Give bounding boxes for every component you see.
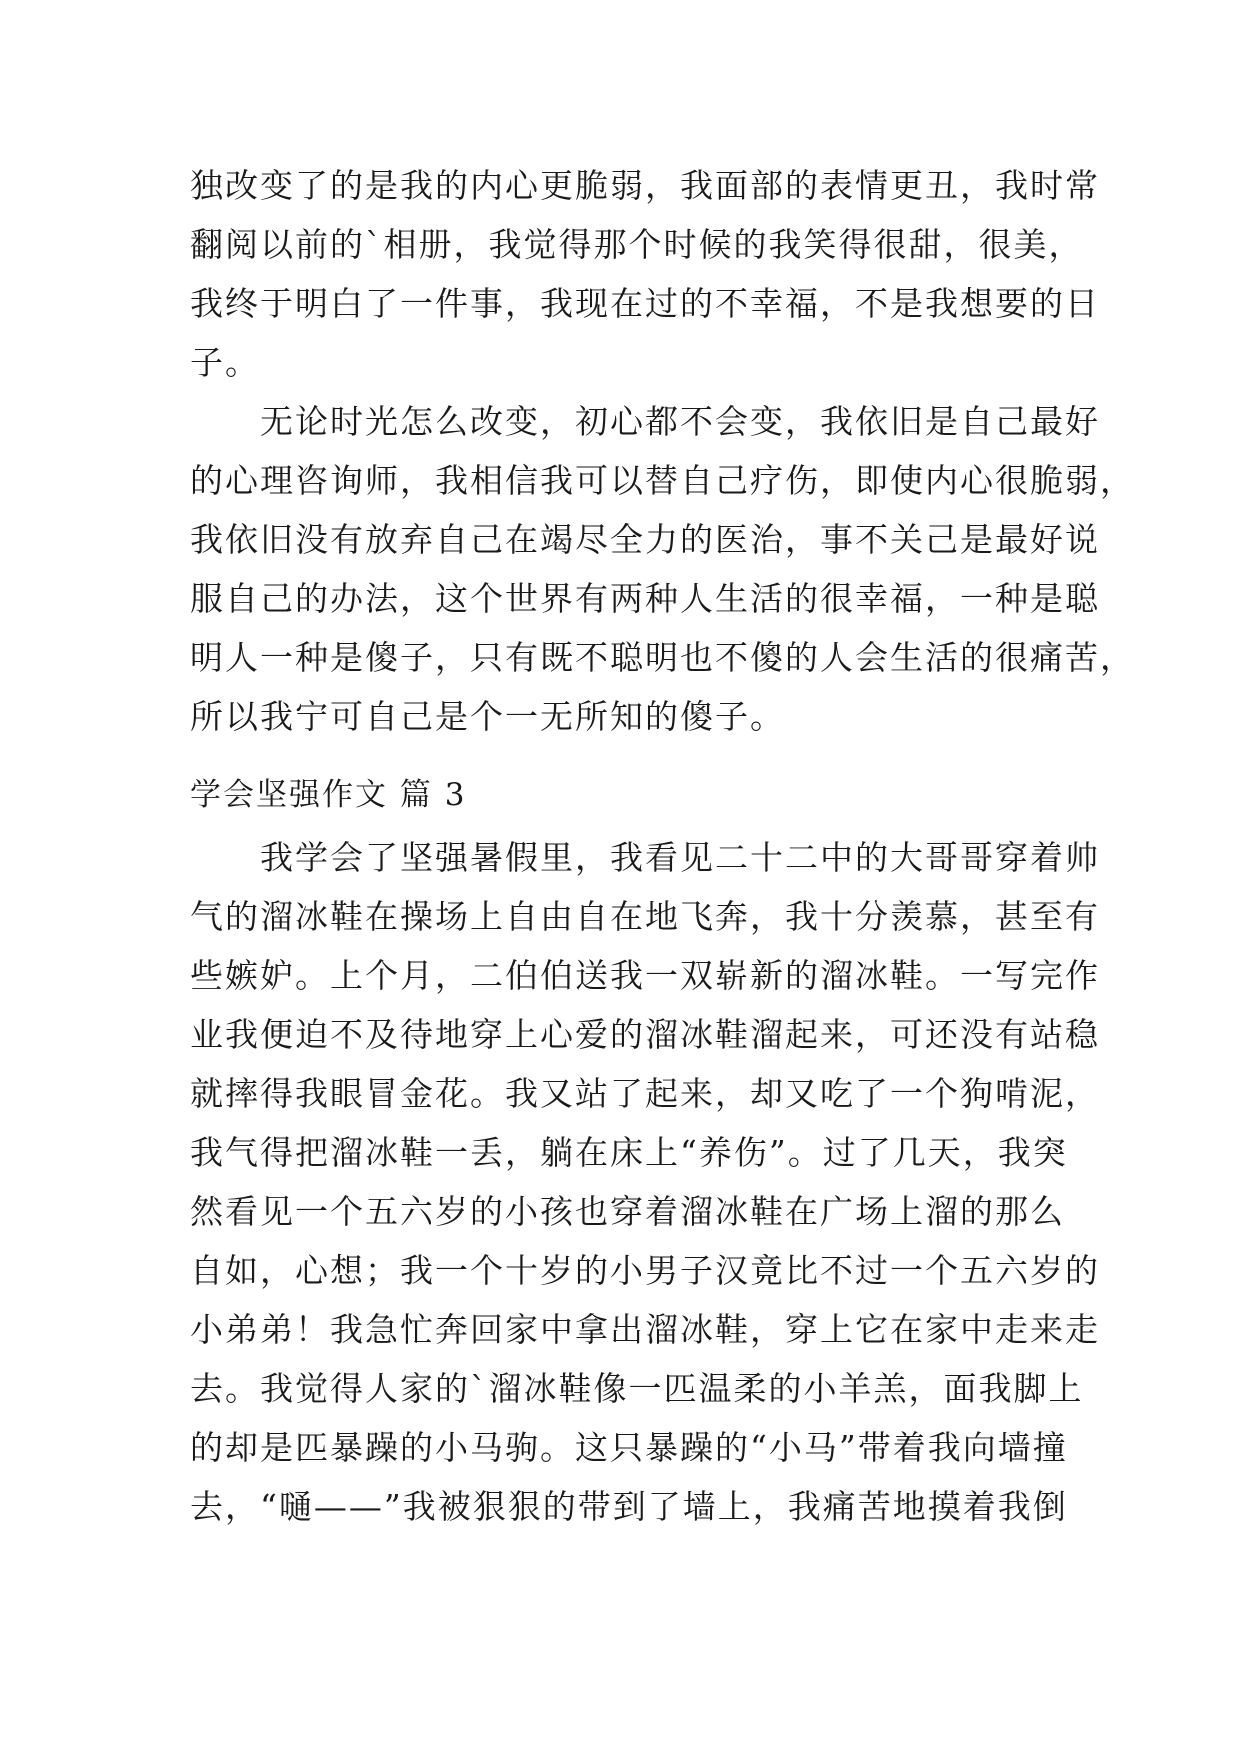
text-line: 所以我宁可自己是个一无所知的傻子。 — [190, 697, 785, 736]
text-line: 我依旧没有放弃自己在竭尽全力的医治，事不关己是最好说 — [190, 520, 1100, 559]
text-line: 我气得把溜冰鞋一丢，躺在床上“养伤”。过了几天，我突 — [190, 1133, 1068, 1172]
paragraph-continued — [190, 156, 1100, 392]
text-line: 自如，心想；我一个十岁的小男子汉竟比不过一个五六岁的 — [190, 1251, 1100, 1290]
text-line: 去，“嗵——”我被狠狠的带到了墙上，我痛苦地摸着我倒 — [190, 1487, 1068, 1526]
text-line: 我终于明白了一件事，我现在过的不幸福，不是我想要的日 — [190, 284, 1100, 323]
section-heading: 学会坚强作文 篇 3 — [190, 777, 467, 813]
text-line: 无论时光怎么改变，初心都不会变，我依旧是自己最好 — [190, 402, 1100, 441]
text-line: 的心理咨询师，我相信我可以替自己疗伤，即使内心很脆弱， — [190, 461, 1135, 500]
paragraph — [190, 828, 1100, 1536]
text-line: 些嫉妒。上个月，二伯伯送我一双崭新的溜冰鞋。一写完作 — [190, 956, 1100, 995]
text-line: 小弟弟！我急忙奔回家中拿出溜冰鞋，穿上它在家中走来走 — [190, 1310, 1100, 1349]
text-line: 子。 — [190, 343, 260, 382]
text-line: 翻阅以前的`相册，我觉得那个时候的我笑得很甜，很美， — [190, 225, 1084, 264]
text-line: 就摔得我眼冒金花。我又站了起来，却又吃了一个狗啃泥， — [190, 1074, 1100, 1113]
text-line: 业我便迫不及待地穿上心爱的溜冰鞋溜起来，可还没有站稳 — [190, 1015, 1100, 1054]
text-line: 的却是匹暴躁的小马驹。这只暴躁的“小马”带着我向墙撞 — [190, 1428, 1068, 1467]
text-line: 我学会了坚强暑假里，我看见二十二中的大哥哥穿着帅 — [190, 838, 1100, 877]
text-line: 气的溜冰鞋在操场上自由自在地飞奔，我十分羡慕，甚至有 — [190, 897, 1100, 936]
text-line: 然看见一个五六岁的小孩也穿着溜冰鞋在广场上溜的那么 — [190, 1192, 1065, 1231]
text-line: 明人一种是傻子，只有既不聪明也不傻的人会生活的很痛苦， — [190, 638, 1135, 677]
text-line: 去。我觉得人家的`溜冰鞋像一匹温柔的小羊羔，面我脚上 — [190, 1369, 1084, 1408]
text-line: 独改变了的是我的内心更脆弱，我面部的表情更丑，我时常 — [190, 166, 1100, 205]
paragraph — [190, 392, 1135, 746]
text-line: 服自己的办法，这个世界有两种人生活的很幸福，一种是聪 — [190, 579, 1100, 618]
